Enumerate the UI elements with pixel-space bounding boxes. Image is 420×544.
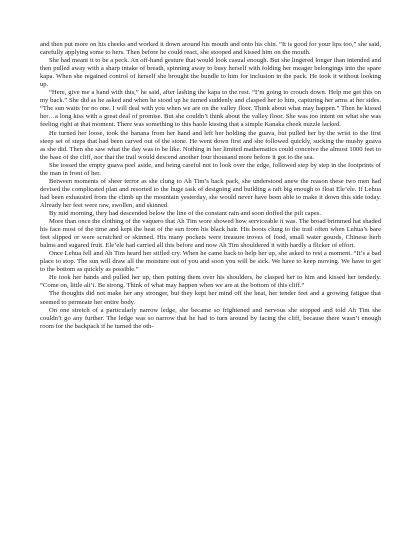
paragraph-3: “Here, give me a hand with this,” he said, after lashing the kapa to the rest. “I’m going to crouch down. Help me get this on my back.” She did as he asked and when he stood up he turned suddenly and clasped her to him, capturing her arms at her sides. “The sun waits for no one. I will deal with you when we are on the valley floor. Think about what may happen.” Then he kissed her…a long kiss with a great deal of promise. But she couldn’t think about the valley floor. She was too intent on what she was feeling right at that moment. There was something to this haole kissing that a simple Kanaka cheek nuzzle lacked.	[40, 89, 381, 129]
paragraph-1: and then put more on his cheeks and worked it down around his mouth and onto his chin. “It is good for your lips too,” she said, carefully applying some to hers. Then before he could react, she stooped and kissed him on the mouth.	[40, 41, 381, 57]
paragraph-4: He turned her loose, took the banana from her hand and left her holding the guava, but pulled her by the wrist to the first steep set of steps that had been carved out of the stone. He went down first and she followed quickly, sucking the mushy guava as she did. Then she saw what the day was to be like. Nothing in her limited mathematics could conceive the almost 1000 feet to the base of the cliff, nor that the trail would descend another four thousand more before it got to the sea.	[40, 129, 381, 161]
book-page-text	[40, 41, 381, 331]
paragraph-6: Between moments of sheer terror as she clung to Ah Tim’s back pack, she understood anew the reason these two men had devised the complicated plan and resorted to the huge task of designing and building a raft big enough to float Ele’ele. If Lehua had been exhausted from the climb up the mountain yesterday, she would never have been able to make it down this side today. Already her feet were raw, swollen, and skinned.	[40, 177, 381, 209]
paragraph-8: More than once the clothing of the vaquero that Ah Tim wore showed how serviceable it was. The broad brimmed hat shaded his face most of the time and kept the heat of the sun from his black hair. His boots clung to the trail often when Lehua’s bare feet slipped or were scratched or skinned. His many pockets were treasure troves of food, small water gourds, Chinese herb balms and sugared fruit. Ele’ele had carried all this before and now Ah Tim shouldered it with hardly a flicker of effort.	[40, 218, 381, 250]
paragraph-10: He took her hands and pulled her up, then putting them over his shoulders, he clasped her to him and kissed her tenderly. “Come on, little ali’i. Be strong. Think of what may happen when we are at the bottom of this cliff.”	[40, 274, 381, 290]
paragraph-7: By mid morning, they had descended below the line of the constant rain and soon doffed the pili capes.	[49, 209, 321, 217]
paragraph-2: She had meant it to be a peck. An off-hand gesture that would look casual enough. But she lingered longer than intended and then pulled away with a sharp intake of breath, spinning away to busy herself with folding her meager belongings into the spare kapa. When she regained control of herself she brought the bundle to him for inclusion in the pack. He took it without looking up.	[40, 57, 381, 89]
paragraph-9: Once Lehua fell and Ah Tim heard her stifled cry. When he came back to help her up, she asked to rest a moment. “It’s a bad place to stop. The sun will draw all the moisture out of you and soon you will be sick. We have to keep moving. We have to get to the bottom as quickly as possible.”	[40, 250, 381, 274]
paragraph-11: The thoughts did not make her any stronger, but they kept her mind off the heat, her tender feet and a growing fatigue that seemed to permeate her entire body.	[40, 290, 381, 306]
paragraph-12: On one stretch of a particularly narrow ledge, she became so frightened and nervous she stopped and told Ah Tim she couldn’t go any further. The ledge was so narrow that he had to turn around by facing the cliff, because there wasn’t enough room for the backpack if he turned the oth-	[40, 306, 381, 330]
paragraph-5: She tossed the empty guava peel aside, and being careful not to look over the edge, followed step by step in the footprints of the man in front of her.	[40, 161, 381, 177]
